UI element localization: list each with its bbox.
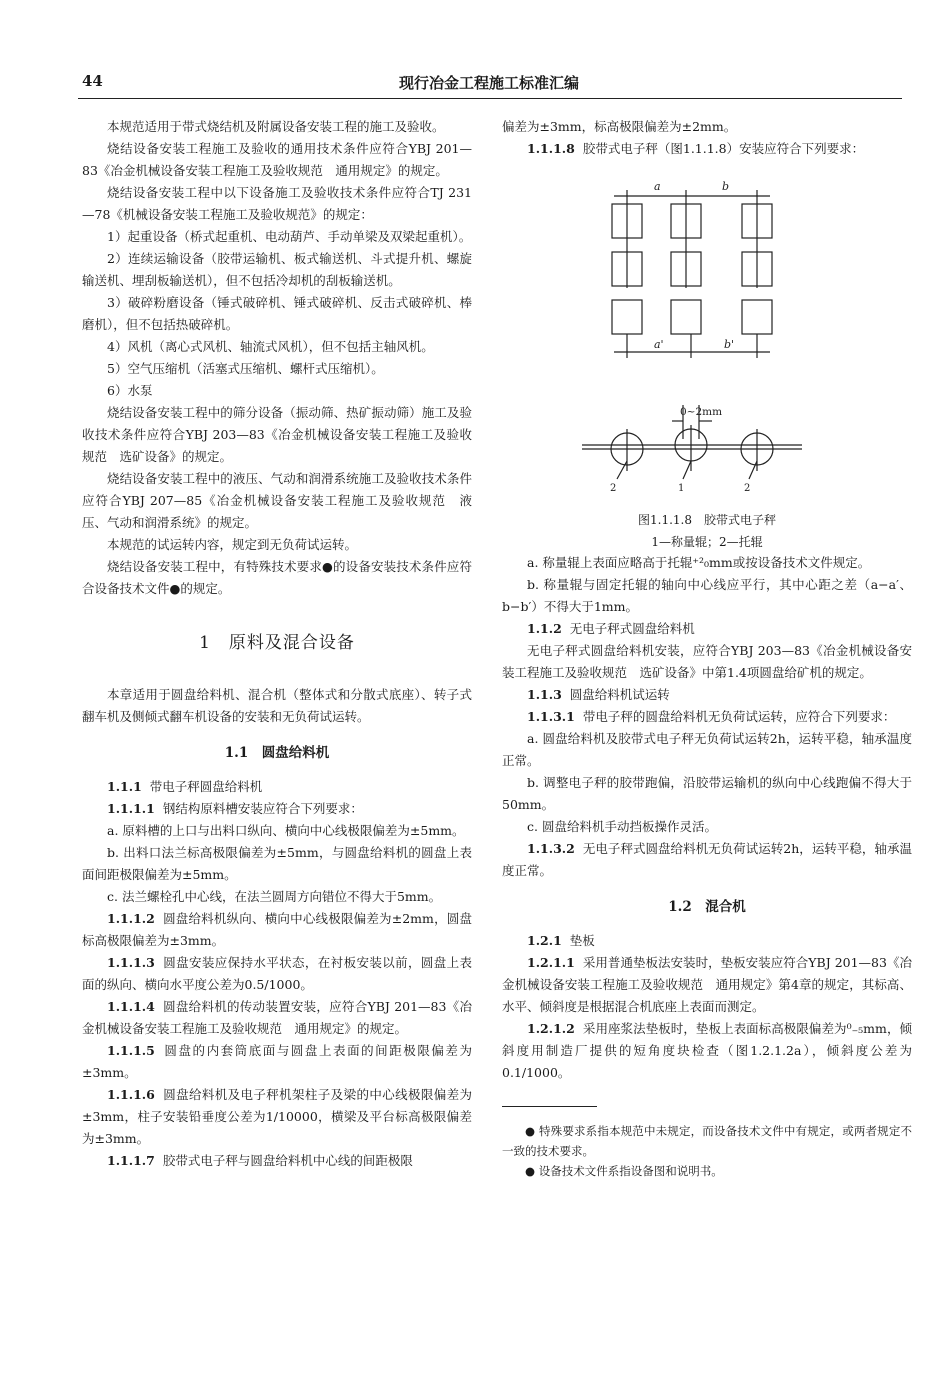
clause-number: 1.2.1.1 <box>527 955 575 970</box>
clause-text: b. 称量辊与固定托辊的轴向中心线应平行，其中心距之差（a−a′、b−b′）不得大于1mm。 <box>502 577 912 614</box>
clause-number: 1.1.3 <box>527 687 562 702</box>
page-header <box>78 72 900 100</box>
footnote-rule <box>502 1106 597 1107</box>
clause <box>82 908 472 952</box>
clause-text: 采用普通垫板法安装时，垫板安装应符合YBJ 201—83《冶金机械设备安装工程施工及验收规范 通用规定》第4章的规定，其标高、水平、倾斜度是根据混合机底座上表面而测定。 <box>502 955 912 1014</box>
section-title: 1.1 圆盘给料机 <box>224 745 330 761</box>
section-title: 1.2 混合机 <box>668 899 746 915</box>
clause <box>502 552 912 574</box>
clause-text: 圆盘给料机试运转 <box>569 687 670 702</box>
dim-label-a-prime: a' <box>654 338 664 351</box>
clause-text: 圆盘的内套筒底面与圆盘上表面的间距极限偏差为±3mm。 <box>82 1043 472 1080</box>
intro-paragraph: 本规范适用于带式烧结机及附属设备安装工程的施工及验收。 <box>107 119 445 134</box>
gap-label: 0~2mm <box>680 406 723 418</box>
clause-number: 1.1.1.8 <box>527 141 575 156</box>
clause <box>82 1084 472 1150</box>
clause-heading <box>502 930 912 952</box>
left-column <box>82 116 472 1172</box>
clause <box>82 842 472 886</box>
clause <box>502 952 912 1018</box>
clause-number: 1.1.1.1 <box>107 801 155 816</box>
continued-text: 偏差为±3mm，标高极限偏差为±2mm。 <box>502 119 737 134</box>
clause <box>82 1040 472 1084</box>
intro-paragraph: 烧结设备安装工程中，有特殊技术要求●的设备安装技术条件应符合设备技术文件●的规定。 <box>82 559 472 596</box>
clause-text: a. 原料槽的上口与出料口纵向、横向中心线极限偏差为±5mm。 <box>107 823 465 838</box>
clause-text: 无电子秤式圆盘给料机 <box>569 621 695 636</box>
list-item: 6）水泵 <box>107 383 153 398</box>
list-item: 3）破碎粉磨设备（锤式破碎机、锤式破碎机、反击式破碎机、棒磨机），但不包括热破碎机。 <box>82 295 472 332</box>
clause <box>82 820 472 842</box>
figure-legend: 1—称量辊；2—托辊 <box>651 535 763 549</box>
intro-paragraph: 本规范的试运转内容，规定到无负荷试运转。 <box>107 537 358 552</box>
clause <box>82 886 472 908</box>
clause-number: 1.1.1.2 <box>107 911 155 926</box>
clause <box>82 798 472 820</box>
clause-heading <box>502 618 912 640</box>
dim-label-a: a <box>654 180 661 193</box>
clause-number: 1.1.1.6 <box>107 1087 155 1102</box>
clause-text: 圆盘给料机纵向、横向中心线极限偏差为±2mm，圆盘标高极限偏差为±3mm。 <box>82 911 472 948</box>
clause-number: 1.2.1.2 <box>527 1021 575 1036</box>
clause-text: 带电子秤圆盘给料机 <box>149 779 263 794</box>
clause-number: 1.1.3.2 <box>527 841 575 856</box>
page-number: 44 <box>82 72 103 90</box>
clause-text: c. 圆盘给料机手动挡板操作灵活。 <box>527 819 717 834</box>
clause <box>502 838 912 882</box>
clause-heading <box>82 776 472 798</box>
list-item: 1）起重设备（桥式起重机、电动葫芦、手动单梁及双梁起重机）。 <box>107 229 472 244</box>
clause-text: 圆盘给料机及电子秤机架柱子及梁的中心线极限偏差为±3mm，柱子安装铅垂度公差为1/10000，横梁及平台标高极限偏差为±3mm。 <box>82 1087 472 1146</box>
clause-number: 1.1.3.1 <box>527 709 575 724</box>
list-item: 2）连续运输设备（胶带运输机、板式输送机、斗式提升机、螺旋输送机、埋刮板输送机），但不包括冷却机的刮板输送机。 <box>82 251 472 288</box>
clause-number: 1.1.1.7 <box>107 1153 155 1168</box>
clause <box>502 706 912 728</box>
clause-text: b. 出料口法兰标高极限偏差为±5mm，与圆盘给料机的圆盘上表面间距极限偏差为±5mm。 <box>82 845 472 882</box>
clause-text: b. 调整电子秤的胶带跑偏，沿胶带运输机的纵向中心线跑偏不得大于50mm。 <box>502 775 912 812</box>
clause <box>502 816 912 838</box>
label-1: 1 <box>678 483 685 494</box>
clause-number: 1.1.1.5 <box>107 1043 155 1058</box>
clause-number: 1.1.1.4 <box>107 999 155 1014</box>
dim-label-b: b <box>722 180 730 193</box>
footnote: ● 特殊要求系指本规范中未规定，而设备技术文件中有规定，或两者规定不一致的技术要求。 <box>502 1124 912 1158</box>
electronic-scale-figure <box>502 168 912 398</box>
clause <box>502 772 912 816</box>
clause-text: 胶带式电子秤（图1.1.1.8）安装应符合下列要求： <box>582 141 865 156</box>
intro-paragraph: 烧结设备安装工程中以下设备施工及验收技术条件应符合TJ 231—78《机械设备安装工程施工及验收规范》的规定： <box>82 185 472 222</box>
label-2-left: 2 <box>610 483 617 494</box>
clause-text: c. 法兰螺栓孔中心线，在法兰圆周方向错位不得大于5mm。 <box>107 889 442 904</box>
clause-text: a. 称量辊上表面应略高于托辊⁺²₀mm或按设备技术文件规定。 <box>527 555 871 570</box>
chapter-intro: 本章适用于圆盘给料机、混合机（整体式和分散式底座）、转子式翻车机及侧倾式翻车机设备的安装和无负荷试运转。 <box>82 687 472 724</box>
header-rule <box>78 98 902 99</box>
clause-number: 1.1.1 <box>107 779 142 794</box>
clause-number: 1.2.1 <box>527 933 562 948</box>
clause <box>82 1150 472 1172</box>
clause-heading <box>502 684 912 706</box>
clause <box>502 1018 912 1084</box>
intro-paragraph: 烧结设备安装工程中的筛分设备（振动筛、热矿振动筛）施工及验收技术条件应符合YBJ 203—83《冶金机械设备安装工程施工及验收规范 选矿设备》的规定。 <box>82 405 472 464</box>
clause <box>82 996 472 1040</box>
label-2-right: 2 <box>744 483 751 494</box>
clause-number: 1.1.2 <box>527 621 562 636</box>
clause-text: 无电子秤式圆盘给料机安装，应符合YBJ 203—83《冶金机械设备安装工程施工及验收规范 选矿设备》中第1.4项圆盘给矿机的规定。 <box>502 643 912 680</box>
clause-text: 钢结构原料槽安装应符合下列要求： <box>162 801 363 816</box>
intro-paragraph: 烧结设备安装工程中的液压、气动和润滑系统施工及验收技术条件应符合YBJ 207—85《冶金机械设备安装工程施工及验收规范 液压、气动和润滑系统》的规定。 <box>82 471 472 530</box>
dim-label-b-prime: b' <box>724 338 735 351</box>
clause-text: 垫板 <box>569 933 595 948</box>
clause-text: 带电子秤的圆盘给料机无负荷试运转，应符合下列要求： <box>582 709 896 724</box>
clause <box>502 574 912 618</box>
clause-text: a. 圆盘给料机及胶带式电子秤无负荷试运转2h，运转平稳，轴承温度正常。 <box>502 731 912 768</box>
clause <box>502 138 912 160</box>
chapter-title: 1 原料及混合设备 <box>199 633 355 653</box>
list-item: 4）风机（离心式风机、轴流式风机），但不包括主轴风机。 <box>107 339 434 354</box>
clause <box>502 728 912 772</box>
roller-detail-figure <box>502 401 912 501</box>
clause-text: 圆盘安装应保持水平状态，在衬板安装以前，圆盘上表面的纵向、横向水平度公差为0.5/1000。 <box>82 955 472 992</box>
list-item: 5）空气压缩机（活塞式压缩机、螺杆式压缩机）。 <box>107 361 384 376</box>
clause-text: 圆盘给料机的传动装置安装，应符合YBJ 201—83《冶金机械设备安装工程施工及验收规范 通用规定》的规定。 <box>82 999 472 1036</box>
clause <box>82 952 472 996</box>
clause-number: 1.1.1.3 <box>107 955 155 970</box>
clause-text: 无电子秤式圆盘给料机无负荷试运转2h，运转平稳，轴承温度正常。 <box>502 841 912 878</box>
running-title: 现行冶金工程施工标准汇编 <box>398 74 579 92</box>
clause <box>502 640 912 684</box>
intro-paragraph: 烧结设备安装工程施工及验收的通用技术条件应符合YBJ 201—83《冶金机械设备安装工程施工及验收规范 通用规定》的规定。 <box>82 141 472 178</box>
clause-text: 采用座浆法垫板时，垫板上表面标高极限偏差为⁰₋₅mm，倾斜度用制造厂提供的短角度块检查（图1.2.1.2a），倾斜度公差为0.1/1000。 <box>502 1021 912 1080</box>
right-column <box>502 116 912 1181</box>
clause-text: 胶带式电子秤与圆盘给料机中心线的间距极限 <box>162 1153 413 1168</box>
figure-caption: 图1.1.1.8 胶带式电子秤 <box>638 513 776 527</box>
footnote: ● 设备技术文件系指设备图和说明书。 <box>525 1164 723 1178</box>
